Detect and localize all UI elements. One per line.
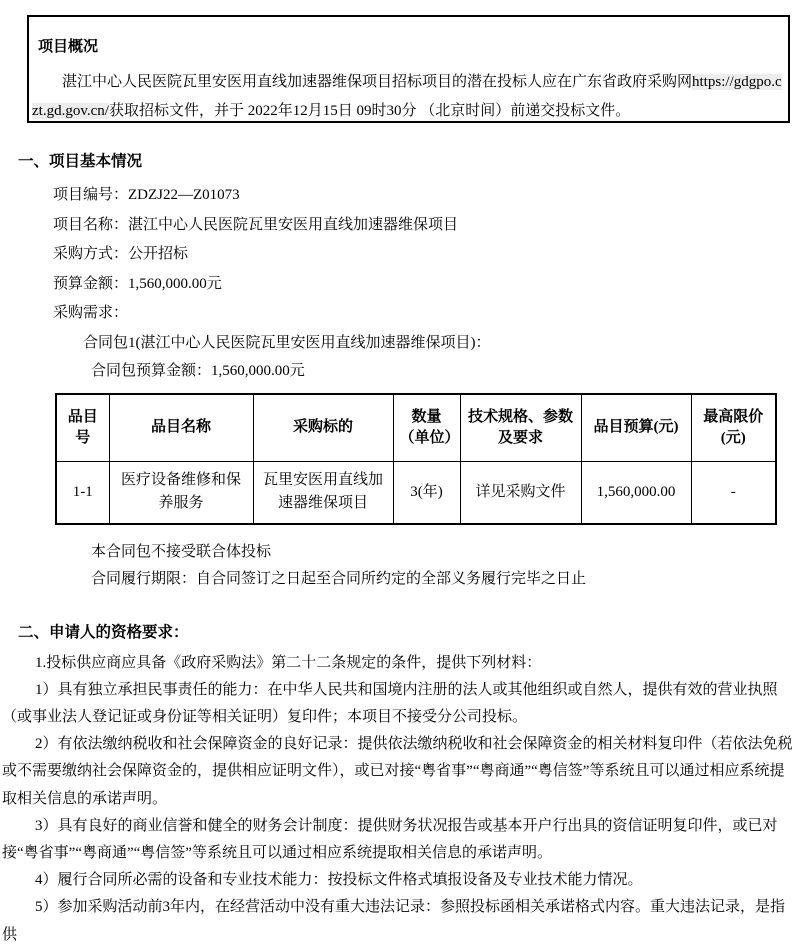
- cell-quantity-unit: 3(年): [393, 462, 460, 524]
- qualification-intro: 1.投标供应商应具备《政府采购法》第二十二条规定的条件，提供下列材料：: [35, 654, 542, 671]
- procurement-site-link[interactable]: https://gdgpo.czt.gd.gov.cn/: [32, 74, 782, 119]
- cell-tech-specs: 详见采购文件: [460, 462, 581, 524]
- qualification-item-1: 1）具有独立承担民事责任的能力：在中华人民共和国境内注册的法人或其他组织或自然人，提供有效的营业执照（或事业法人登记证或身份证等相关证明）复印件；本项目不接受分公司投标。: [2, 681, 778, 725]
- section2-heading: 二、申请人的资格要求：: [18, 623, 189, 641]
- contract-package-budget-line: 合同包预算金额：1,560,000.00元: [91, 362, 305, 379]
- table-header-row: [56, 394, 776, 462]
- section1-heading: 一、项目基本情况: [18, 153, 143, 170]
- cell-procurement-target: 瓦里安医用直线加速器维保项目: [253, 462, 393, 524]
- overview-text-after: 获取招标文件，并于 2022年12月15日 09时30分 （北京时间）前递交投标文件。: [108, 103, 631, 119]
- project-name-line: 项目名称：湛江中心人民医院瓦里安医用直线加速器维保项目: [53, 216, 459, 233]
- contract-duration-note: 合同履行期限：自合同签订之日起至合同所约定的全部义务履行完毕之日止: [91, 571, 587, 587]
- col-header-procurement-target: 采购标的: [253, 394, 393, 462]
- qualification-item-4: 4）履行合同所必需的设备和专业技术能力：按投标文件格式填报设备及专业技术能力情况。: [35, 872, 643, 889]
- qualification-item-3: 3）具有良好的商业信誉和健全的财务会计制度：提供财务状况报告或基本开户行出具的资信证明复印件，或已对接“粤省事”“粤商通”“粤信签”等系统且可以通过相应系统提取相关信息的承诺声明。: [2, 817, 778, 861]
- budget-amount-line: 预算金额：1,560,000.00元: [53, 275, 222, 292]
- col-header-item-name: 品目名称: [109, 394, 253, 462]
- cell-item-budget: 1,560,000.00: [581, 462, 691, 524]
- section2-body: [0, 650, 800, 949]
- col-header-item-no: 品目号: [56, 394, 109, 462]
- procurement-demand-line: 采购需求：: [53, 305, 129, 321]
- col-header-quantity-unit: 数量（单位）: [393, 394, 460, 462]
- col-header-item-budget: 品目预算(元): [581, 394, 691, 462]
- section1-fields: [0, 181, 800, 329]
- project-overview-box: [27, 15, 790, 123]
- items-table: [55, 393, 777, 525]
- contract-package-line: 合同包1(湛江中心人民医院瓦里安医用直线加速器维保项目)：: [83, 334, 491, 351]
- cell-item-name: 医疗设备维修和保养服务: [109, 462, 253, 524]
- cell-item-no: 1-1: [56, 462, 109, 524]
- contract-notes: [0, 539, 800, 594]
- cell-max-price: -: [691, 462, 776, 524]
- no-consortium-note: 本合同包不接受联合体投标: [91, 543, 272, 560]
- overview-title: 项目概况: [38, 39, 99, 55]
- project-number-line: 项目编号：ZDZJ22—Z01073: [53, 187, 240, 203]
- procurement-method-line: 采购方式：公开招标: [53, 246, 189, 262]
- qualification-item-5: 5）参加采购活动前3年内，在经营活动中没有重大违法记录：参照投标函相关承诺格式内容。重大违法记录，是指供: [2, 899, 786, 943]
- table-row: [56, 462, 776, 524]
- overview-paragraph: [32, 68, 782, 126]
- overview-text-before: 湛江中心人民医院瓦里安医用直线加速器维保项目招标项目的潜在投标人应在广东省政府采购网: [62, 74, 693, 90]
- col-header-max-price: 最高限价(元): [691, 394, 776, 462]
- qualification-item-2: 2）有依法缴纳税收和社会保障资金的良好记录：提供依法缴纳税收和社会保障资金的相关材料复印件（若依法免税或不需要缴纳社会保障资金的，提供相应证明文件），或已对接“粤省事”“粤商通”“粤信签”等系统且可以通过相应系统提取相关信息的承诺声明。: [2, 736, 793, 807]
- col-header-tech-specs: 技术规格、参数及要求: [460, 394, 581, 462]
